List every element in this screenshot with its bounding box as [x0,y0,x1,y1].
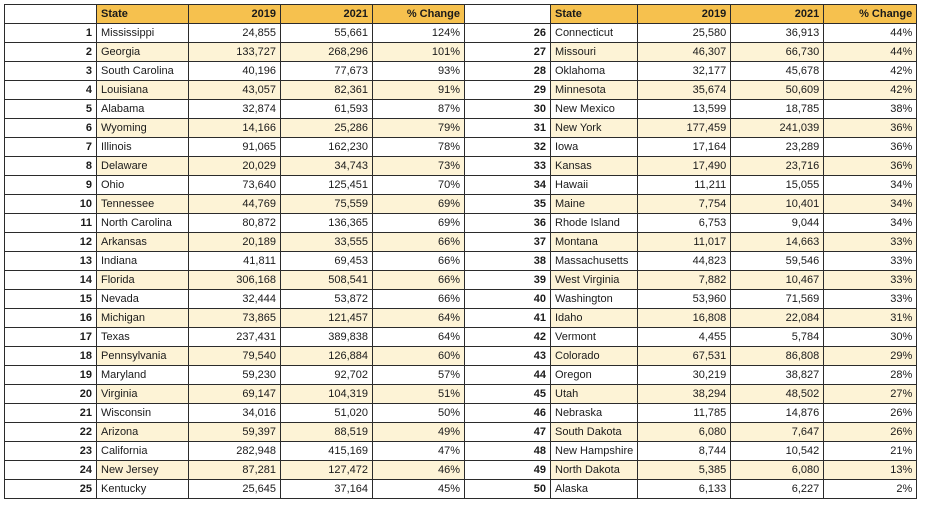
right-rank-cell: 47 [465,423,551,442]
right-rank-cell: 36 [465,214,551,233]
right-state-cell: Colorado [551,347,638,366]
table-row [5,138,917,157]
right-percent-change-cell: 44% [824,24,917,43]
right-state-cell: Washington [551,290,638,309]
table-row [5,366,917,385]
left-value-2021-cell: 53,872 [281,290,373,309]
right-value-2019-cell: 67,531 [638,347,731,366]
left-percent-change-cell: 91% [373,81,465,100]
left-value-2019-cell: 20,029 [189,157,281,176]
right-percent-change-cell: 26% [824,423,917,442]
right-percent-change-cell: 36% [824,138,917,157]
right-value-2021-cell: 66,730 [731,43,824,62]
right-percent-change-cell: 29% [824,347,917,366]
left-state-cell: Louisiana [97,81,189,100]
right-percent-change-cell: 27% [824,385,917,404]
right-rank-cell: 38 [465,252,551,271]
header-row [5,5,917,24]
right-value-2021-cell: 6,227 [731,480,824,499]
left-value-2021-cell: 88,519 [281,423,373,442]
left-rank-cell: 18 [5,347,97,366]
table-row [5,62,917,81]
right-value-2019-cell: 17,490 [638,157,731,176]
left-percent-change-cell: 124% [373,24,465,43]
left-state-cell: Pennsylvania [97,347,189,366]
left-percent-change-cell: 79% [373,119,465,138]
left-rank-cell: 25 [5,480,97,499]
left-value-2019-cell: 44,769 [189,195,281,214]
left-state-cell: Nevada [97,290,189,309]
right-percent-change-cell: 36% [824,119,917,138]
right-percent-change-cell: 36% [824,157,917,176]
right-percent-change-cell: 33% [824,271,917,290]
left-value-2021-cell: 75,559 [281,195,373,214]
left-value-2021-cell: 125,451 [281,176,373,195]
right-value-2019-cell: 4,455 [638,328,731,347]
right-percent-change-cell: 21% [824,442,917,461]
left-state-cell: Ohio [97,176,189,195]
left-value-2019-cell: 59,397 [189,423,281,442]
header-change-right: % Change [824,5,917,24]
right-rank-cell: 37 [465,233,551,252]
right-state-cell: Hawaii [551,176,638,195]
left-value-2021-cell: 25,286 [281,119,373,138]
right-state-cell: North Dakota [551,461,638,480]
right-value-2019-cell: 16,808 [638,309,731,328]
right-rank-cell: 31 [465,119,551,138]
right-state-cell: West Virginia [551,271,638,290]
right-value-2019-cell: 17,164 [638,138,731,157]
left-value-2021-cell: 121,457 [281,309,373,328]
left-value-2019-cell: 306,168 [189,271,281,290]
left-value-2021-cell: 92,702 [281,366,373,385]
left-value-2021-cell: 82,361 [281,81,373,100]
left-rank-cell: 11 [5,214,97,233]
left-state-cell: Wyoming [97,119,189,138]
left-rank-cell: 12 [5,233,97,252]
left-value-2019-cell: 282,948 [189,442,281,461]
left-value-2019-cell: 73,865 [189,309,281,328]
left-state-cell: Alabama [97,100,189,119]
table-row [5,404,917,423]
right-percent-change-cell: 26% [824,404,917,423]
left-percent-change-cell: 66% [373,233,465,252]
right-state-cell: Vermont [551,328,638,347]
right-state-cell: Connecticut [551,24,638,43]
right-value-2021-cell: 45,678 [731,62,824,81]
left-value-2019-cell: 80,872 [189,214,281,233]
left-state-cell: Wisconsin [97,404,189,423]
right-rank-cell: 29 [465,81,551,100]
left-value-2021-cell: 37,164 [281,480,373,499]
right-rank-cell: 30 [465,100,551,119]
right-rank-cell: 27 [465,43,551,62]
left-value-2021-cell: 61,593 [281,100,373,119]
left-rank-cell: 21 [5,404,97,423]
table-row [5,176,917,195]
right-state-cell: Minnesota [551,81,638,100]
left-rank-cell: 4 [5,81,97,100]
left-value-2019-cell: 79,540 [189,347,281,366]
left-rank-cell: 13 [5,252,97,271]
right-value-2021-cell: 23,716 [731,157,824,176]
left-percent-change-cell: 51% [373,385,465,404]
left-percent-change-cell: 93% [373,62,465,81]
right-value-2021-cell: 10,401 [731,195,824,214]
right-value-2021-cell: 5,784 [731,328,824,347]
left-rank-cell: 22 [5,423,97,442]
left-percent-change-cell: 47% [373,442,465,461]
left-value-2021-cell: 136,365 [281,214,373,233]
right-value-2019-cell: 11,211 [638,176,731,195]
right-value-2021-cell: 86,808 [731,347,824,366]
right-value-2019-cell: 53,960 [638,290,731,309]
table-row [5,43,917,62]
right-percent-change-cell: 31% [824,309,917,328]
left-value-2021-cell: 77,673 [281,62,373,81]
left-state-cell: Arizona [97,423,189,442]
header-2021-left: 2021 [281,5,373,24]
left-percent-change-cell: 66% [373,271,465,290]
left-percent-change-cell: 49% [373,423,465,442]
left-rank-cell: 9 [5,176,97,195]
right-value-2021-cell: 18,785 [731,100,824,119]
left-value-2019-cell: 32,874 [189,100,281,119]
left-value-2021-cell: 415,169 [281,442,373,461]
right-value-2021-cell: 7,647 [731,423,824,442]
right-rank-cell: 40 [465,290,551,309]
right-state-cell: Alaska [551,480,638,499]
right-value-2021-cell: 23,289 [731,138,824,157]
left-value-2021-cell: 389,838 [281,328,373,347]
left-value-2021-cell: 127,472 [281,461,373,480]
left-state-cell: Georgia [97,43,189,62]
table-body [5,24,917,499]
right-rank-cell: 28 [465,62,551,81]
right-rank-cell: 39 [465,271,551,290]
left-rank-cell: 23 [5,442,97,461]
left-state-cell: Maryland [97,366,189,385]
table-row [5,24,917,43]
right-value-2021-cell: 22,084 [731,309,824,328]
left-value-2019-cell: 73,640 [189,176,281,195]
right-value-2021-cell: 59,546 [731,252,824,271]
left-value-2019-cell: 20,189 [189,233,281,252]
left-value-2019-cell: 14,166 [189,119,281,138]
right-rank-cell: 49 [465,461,551,480]
left-state-cell: Indiana [97,252,189,271]
header-state-right: State [551,5,638,24]
right-rank-cell: 35 [465,195,551,214]
right-value-2021-cell: 14,663 [731,233,824,252]
right-state-cell: Missouri [551,43,638,62]
right-percent-change-cell: 2% [824,480,917,499]
right-state-cell: New Mexico [551,100,638,119]
left-state-cell: New Jersey [97,461,189,480]
header-2019-left: 2019 [189,5,281,24]
left-percent-change-cell: 73% [373,157,465,176]
left-value-2021-cell: 51,020 [281,404,373,423]
left-percent-change-cell: 60% [373,347,465,366]
right-state-cell: Massachusetts [551,252,638,271]
right-percent-change-cell: 44% [824,43,917,62]
right-percent-change-cell: 34% [824,214,917,233]
table-row [5,480,917,499]
right-rank-cell: 46 [465,404,551,423]
right-value-2021-cell: 71,569 [731,290,824,309]
right-rank-cell: 50 [465,480,551,499]
right-value-2019-cell: 11,017 [638,233,731,252]
left-state-cell: Tennessee [97,195,189,214]
left-state-cell: Arkansas [97,233,189,252]
left-state-cell: South Carolina [97,62,189,81]
state-comparison-table-wrapper [4,4,917,499]
left-value-2021-cell: 508,541 [281,271,373,290]
left-rank-cell: 20 [5,385,97,404]
left-rank-cell: 19 [5,366,97,385]
right-state-cell: Kansas [551,157,638,176]
right-rank-cell: 33 [465,157,551,176]
right-value-2019-cell: 30,219 [638,366,731,385]
right-rank-cell: 43 [465,347,551,366]
right-value-2021-cell: 48,502 [731,385,824,404]
left-percent-change-cell: 57% [373,366,465,385]
right-value-2019-cell: 32,177 [638,62,731,81]
right-value-2019-cell: 46,307 [638,43,731,62]
left-rank-cell: 7 [5,138,97,157]
left-value-2019-cell: 91,065 [189,138,281,157]
right-percent-change-cell: 33% [824,252,917,271]
right-value-2019-cell: 6,080 [638,423,731,442]
right-percent-change-cell: 30% [824,328,917,347]
left-value-2019-cell: 34,016 [189,404,281,423]
right-state-cell: Utah [551,385,638,404]
left-state-cell: Texas [97,328,189,347]
table-row [5,157,917,176]
left-value-2019-cell: 32,444 [189,290,281,309]
left-rank-cell: 8 [5,157,97,176]
right-rank-cell: 26 [465,24,551,43]
left-value-2019-cell: 43,057 [189,81,281,100]
left-rank-cell: 10 [5,195,97,214]
right-state-cell: Oklahoma [551,62,638,81]
table-row [5,100,917,119]
left-rank-cell: 17 [5,328,97,347]
left-value-2019-cell: 59,230 [189,366,281,385]
right-value-2019-cell: 6,753 [638,214,731,233]
right-value-2021-cell: 241,039 [731,119,824,138]
right-value-2021-cell: 14,876 [731,404,824,423]
header-2019-right: 2019 [638,5,731,24]
left-percent-change-cell: 69% [373,195,465,214]
right-rank-cell: 44 [465,366,551,385]
left-value-2019-cell: 133,727 [189,43,281,62]
left-value-2021-cell: 162,230 [281,138,373,157]
left-percent-change-cell: 78% [373,138,465,157]
left-value-2019-cell: 25,645 [189,480,281,499]
right-state-cell: Idaho [551,309,638,328]
table-row [5,347,917,366]
left-percent-change-cell: 46% [373,461,465,480]
left-rank-cell: 15 [5,290,97,309]
table-row [5,81,917,100]
left-value-2019-cell: 24,855 [189,24,281,43]
left-percent-change-cell: 64% [373,328,465,347]
right-percent-change-cell: 42% [824,62,917,81]
right-value-2019-cell: 8,744 [638,442,731,461]
table-row [5,461,917,480]
right-percent-change-cell: 33% [824,233,917,252]
right-rank-cell: 48 [465,442,551,461]
table-row [5,271,917,290]
right-value-2019-cell: 6,133 [638,480,731,499]
right-value-2019-cell: 38,294 [638,385,731,404]
right-state-cell: Nebraska [551,404,638,423]
right-percent-change-cell: 33% [824,290,917,309]
left-percent-change-cell: 101% [373,43,465,62]
right-state-cell: New York [551,119,638,138]
left-rank-cell: 24 [5,461,97,480]
table-row [5,309,917,328]
left-value-2021-cell: 33,555 [281,233,373,252]
table-row [5,423,917,442]
header-rank-right [465,5,551,24]
left-state-cell: Delaware [97,157,189,176]
left-percent-change-cell: 69% [373,214,465,233]
right-value-2021-cell: 15,055 [731,176,824,195]
left-value-2019-cell: 69,147 [189,385,281,404]
left-state-cell: Kentucky [97,480,189,499]
right-state-cell: New Hampshire [551,442,638,461]
left-value-2019-cell: 40,196 [189,62,281,81]
table-row [5,214,917,233]
right-percent-change-cell: 42% [824,81,917,100]
left-value-2019-cell: 87,281 [189,461,281,480]
left-state-cell: Virginia [97,385,189,404]
right-value-2019-cell: 35,674 [638,81,731,100]
left-percent-change-cell: 66% [373,290,465,309]
right-percent-change-cell: 34% [824,176,917,195]
left-state-cell: California [97,442,189,461]
table-row [5,233,917,252]
right-value-2021-cell: 38,827 [731,366,824,385]
header-state-left: State [97,5,189,24]
left-value-2021-cell: 69,453 [281,252,373,271]
right-state-cell: Rhode Island [551,214,638,233]
table-row [5,442,917,461]
right-value-2019-cell: 177,459 [638,119,731,138]
right-state-cell: Maine [551,195,638,214]
right-state-cell: Oregon [551,366,638,385]
right-rank-cell: 32 [465,138,551,157]
right-value-2019-cell: 44,823 [638,252,731,271]
left-rank-cell: 6 [5,119,97,138]
left-rank-cell: 14 [5,271,97,290]
right-value-2019-cell: 7,754 [638,195,731,214]
header-2021-right: 2021 [731,5,824,24]
left-percent-change-cell: 66% [373,252,465,271]
left-state-cell: Michigan [97,309,189,328]
left-rank-cell: 5 [5,100,97,119]
table-row [5,252,917,271]
right-percent-change-cell: 28% [824,366,917,385]
left-percent-change-cell: 70% [373,176,465,195]
right-rank-cell: 34 [465,176,551,195]
right-rank-cell: 41 [465,309,551,328]
left-state-cell: Florida [97,271,189,290]
table-row [5,328,917,347]
right-state-cell: Iowa [551,138,638,157]
table-row [5,385,917,404]
table-row [5,119,917,138]
left-state-cell: Illinois [97,138,189,157]
header-rank-left [5,5,97,24]
left-percent-change-cell: 50% [373,404,465,423]
left-percent-change-cell: 64% [373,309,465,328]
left-value-2021-cell: 268,296 [281,43,373,62]
right-state-cell: Montana [551,233,638,252]
right-percent-change-cell: 34% [824,195,917,214]
right-value-2021-cell: 9,044 [731,214,824,233]
left-state-cell: North Carolina [97,214,189,233]
left-rank-cell: 2 [5,43,97,62]
left-value-2021-cell: 34,743 [281,157,373,176]
right-percent-change-cell: 13% [824,461,917,480]
header-change-left: % Change [373,5,465,24]
right-value-2021-cell: 10,467 [731,271,824,290]
right-value-2019-cell: 25,580 [638,24,731,43]
left-value-2019-cell: 41,811 [189,252,281,271]
right-value-2019-cell: 11,785 [638,404,731,423]
right-value-2021-cell: 36,913 [731,24,824,43]
right-value-2021-cell: 50,609 [731,81,824,100]
left-percent-change-cell: 87% [373,100,465,119]
left-rank-cell: 1 [5,24,97,43]
left-value-2021-cell: 104,319 [281,385,373,404]
left-rank-cell: 16 [5,309,97,328]
right-percent-change-cell: 38% [824,100,917,119]
left-value-2021-cell: 126,884 [281,347,373,366]
right-value-2019-cell: 13,599 [638,100,731,119]
table-row [5,195,917,214]
right-rank-cell: 45 [465,385,551,404]
left-value-2021-cell: 55,661 [281,24,373,43]
right-state-cell: South Dakota [551,423,638,442]
right-rank-cell: 42 [465,328,551,347]
right-value-2021-cell: 6,080 [731,461,824,480]
left-percent-change-cell: 45% [373,480,465,499]
state-comparison-table [4,4,917,499]
right-value-2021-cell: 10,542 [731,442,824,461]
table-row [5,290,917,309]
left-value-2019-cell: 237,431 [189,328,281,347]
right-value-2019-cell: 7,882 [638,271,731,290]
right-value-2019-cell: 5,385 [638,461,731,480]
left-rank-cell: 3 [5,62,97,81]
left-state-cell: Mississippi [97,24,189,43]
